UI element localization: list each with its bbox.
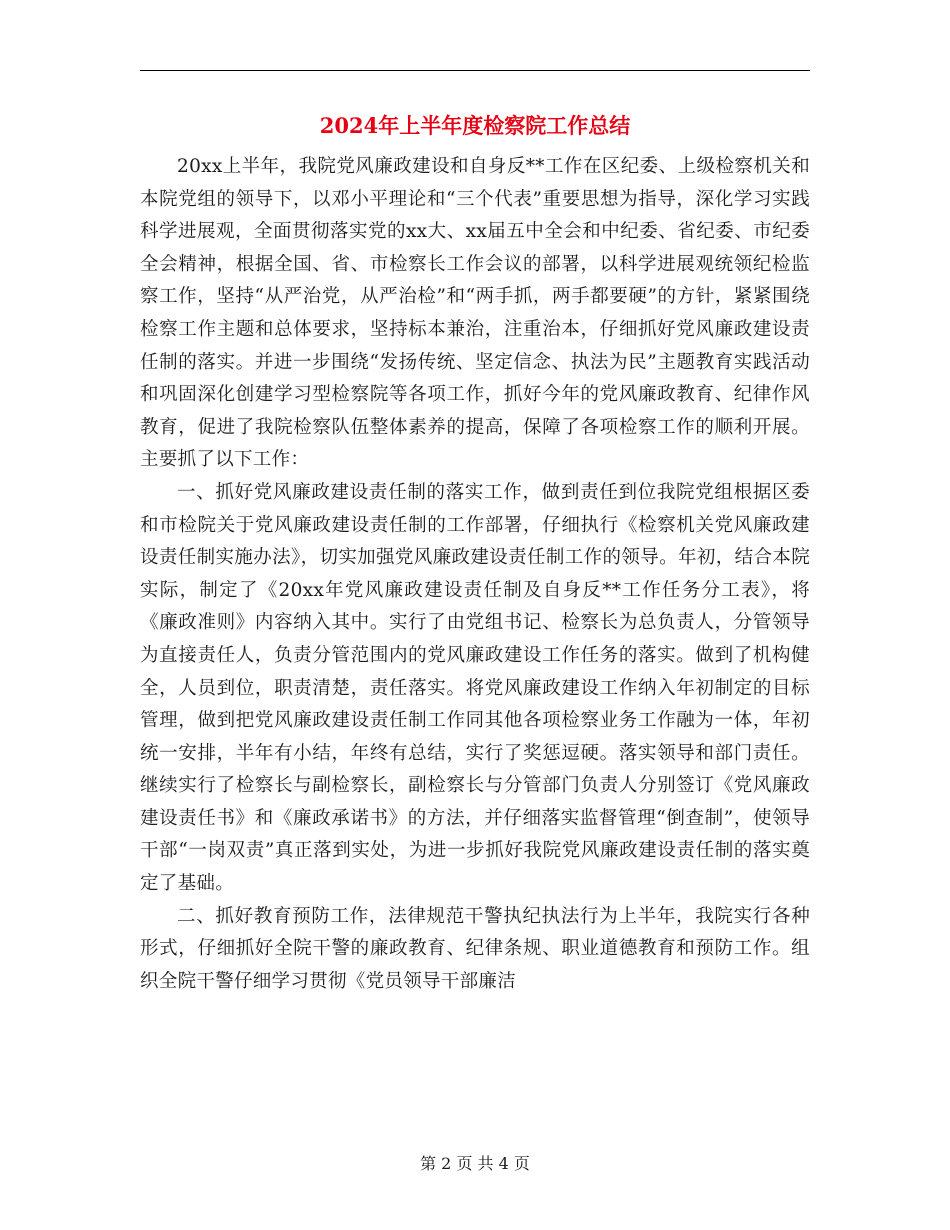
body-paragraph-intro: 20xx上半年，我院党风廉政建设和自身反**工作在区纪委、上级检察机关和本院党组的领导下，以邓小平理论和“三个代表”重要思想为指导，深化学习实践科学进展观，全面贯彻落实党的xx大、xx届五中全会和中纪委、省纪委、市纪委全会精神，根据全国、省、市检察长工作会议的部署，以科学进展观统领纪检监察工作，坚持“从严治党，从严治检”和“两手抓，两手都要硬”的方针，紧紧围绕检察工作主题和总体要求，坚持标本兼治，注重治本，仔细抓好党风廉政建设责任制的落实。并进一步围绕“发扬传统、坚定信念、执法为民”主题教育实践活动和巩固深化创建学习型检察院等各项工作，抓好今年的党风廉政教育、纪律作风教育，促进了我院检察队伍整体素养的提高，保障了各项检察工作的顺利开展。主要抓了以下工作：	[140, 156, 810, 471]
body-paragraph-section-2: 二、抓好教育预防工作，法律规范干警执纪执法行为上半年，我院实行各种形式，仔细抓好全院干警的廉政教育、纪律条规、职业道德教育和预防工作。组织全院干警仔细学习贯彻《党员领导干部廉洁	[140, 905, 810, 992]
body-paragraph-section-1: 一、抓好党风廉政建设责任制的落实工作，做到责任到位我院党组根据区委和市检院关于党风廉政建设责任制的工作部署，仔细执行《检察机关党风廉政建设责任制实施办法》，切实加强党风廉政建设责任制工作的领导。年初，结合本院实际，制定了《20xx年党风廉政建设责任制及自身反**工作任务分工表》，将《廉政准则》内容纳入其中。实行了由党组书记、检察长为总负责人，分管领导为直接责任人，负责分管范围内的党风廉政建设工作任务的落实。做到了机构健全，人员到位，职责清楚，责任落实。将党风廉政建设工作纳入年初制定的目标管理，做到把党风廉政建设责任制工作同其他各项检察业务工作融为一体，年初统一安排，半年有小结，年终有总结，实行了奖惩逗硬。落实领导和部门责任。继续实行了检察长与副检察长，副检察长与分管部门负责人分别签订《党风廉政建设责任书》和《廉政承诺书》的方法，并仔细落实监督管理“倒查制”，使领导干部“一岗双责”真正落到实处，为进一步抓好我院党风廉政建设责任制的落实奠定了基础。	[140, 481, 810, 895]
document-title: 2024年上半年度检察院工作总结	[319, 113, 631, 138]
header-rule	[140, 70, 810, 71]
document-body	[140, 151, 810, 998]
page-number-footer: 第 2 页 共 4 页	[420, 1154, 530, 1173]
